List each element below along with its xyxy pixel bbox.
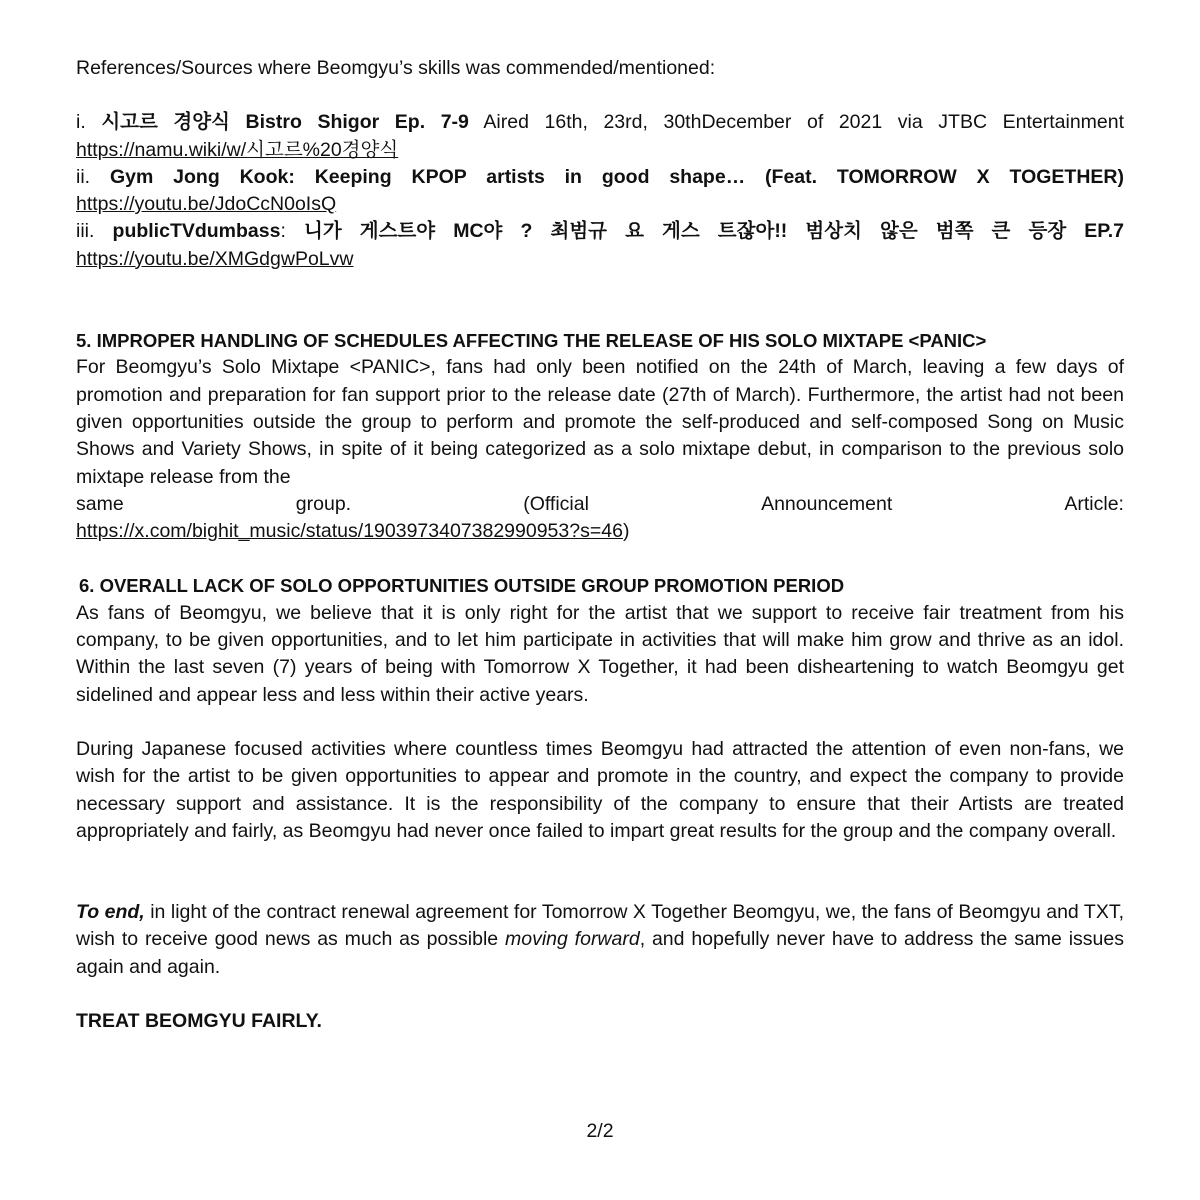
ref-link-1[interactable]: https://namu.wiki/w/시고르%20경양식: [76, 138, 399, 161]
paren-close: ): [622, 520, 630, 543]
closing-lead: To end,: [76, 901, 145, 924]
spread-word: (Official: [523, 492, 589, 515]
section-5-body: For Beomgyu’s Solo Mixtape <PANIC>, fans had only been notified on the 24th of March, leaving a few days of promotion and preparation for fan support prior to the release date (27th of March). Furthermore, the artist had not been given opportunities outside the group to perform and promote the self-produced and self-composed Song on Music Shows and Variety Shows, in spite of it being categorized as a solo mixtape debut, in comparison to the previous solo mixtape release from the: [76, 356, 1124, 488]
spread-word: same: [76, 492, 124, 515]
reference-item-2: [76, 164, 1124, 191]
document-page: [76, 55, 1124, 1035]
ref-title: Gym Jong Kook: Keeping KPOP artists in good shape… (Feat. TOMORROW X TOGETHER): [109, 165, 1124, 188]
spread-word: Announcement: [761, 492, 893, 515]
closing-paragraph: [76, 899, 1124, 981]
ref-title: publicTVdumbass: [112, 220, 281, 243]
ref-number: i.: [76, 111, 86, 134]
ref-title: 시고르 경양식 Bistro Shigor Ep. 7-9: [101, 111, 469, 134]
closing-part-2: , and hopefully never have to address the same issues again and again.: [76, 928, 1124, 978]
ref-link-2[interactable]: https://youtu.be/JdoCcN0oIsQ: [76, 193, 337, 216]
spread-word: Article:: [1064, 492, 1124, 515]
closing-part-1: in light of the contract renewal agreement for Tomorrow X Together Beomgyu, we, the fans of Beomgyu and TXT, wish to receive good news as much as possible: [76, 901, 1124, 951]
section-5-heading: 5. IMPROPER HANDLING OF SCHEDULES AFFECTING THE RELEASE OF HIS SOLO MIXTAPE <PANIC>: [76, 330, 987, 352]
ref-number: iii.: [76, 220, 95, 243]
references-intro: References/Sources where Beomgyu’s skills was commended/mentioned:: [76, 57, 716, 79]
ref-detail: 니가 게스트야 MC야 ? 최범규 요 게스 트잖아!! 범상치 않은 범쪽 큰 등장 EP.7: [304, 220, 1125, 243]
announcement-link[interactable]: https://x.com/bighit_music/status/1903973407382990953?s=46: [76, 520, 623, 543]
reference-item-3: [76, 218, 1124, 245]
ref-detail: Aired 16th, 23rd, 30thDecember of 2021 via JTBC Entertainment: [483, 111, 1125, 134]
reference-item-1: [76, 109, 1124, 136]
closing-italic: moving forward: [504, 928, 640, 951]
section-6-heading: 6. OVERALL LACK OF SOLO OPPORTUNITIES OUTSIDE GROUP PROMOTION PERIOD: [79, 575, 845, 597]
section-6-paragraph-1: As fans of Beomgyu, we believe that it is only right for the artist that we support to receive fair treatment from his company, to be given opportunities, and to let him participate in activities that will make him grow and thrive as an idol. Within the last seven (7) years of being with Tomorrow X Together, it had been disheartening to watch Beomgyu get sidelined and appear less and less within their active years.: [76, 601, 1124, 706]
ref-number: ii.: [76, 165, 91, 188]
spread-word: group.: [295, 492, 352, 515]
page-number: 2/2: [586, 1120, 614, 1142]
section-6-paragraph-2: During Japanese focused activities where countless times Beomgyu had attracted the attention of even non-fans, we wish for the artist to be given opportunities to appear and promote in the country, and expect the company to provide necessary support and assistance. It is the responsibility of the company to ensure that their Artists are treated appropriately and fairly, as Beomgyu had never once failed to impart great results for the group and the company overall.: [76, 737, 1124, 842]
section-5-spread-line: [76, 491, 1124, 518]
final-statement: TREAT BEOMGYU FAIRLY.: [76, 1010, 322, 1033]
ref-separator: :: [280, 220, 286, 243]
ref-link-3[interactable]: https://youtu.be/XMGdgwPoLvw: [76, 247, 354, 270]
